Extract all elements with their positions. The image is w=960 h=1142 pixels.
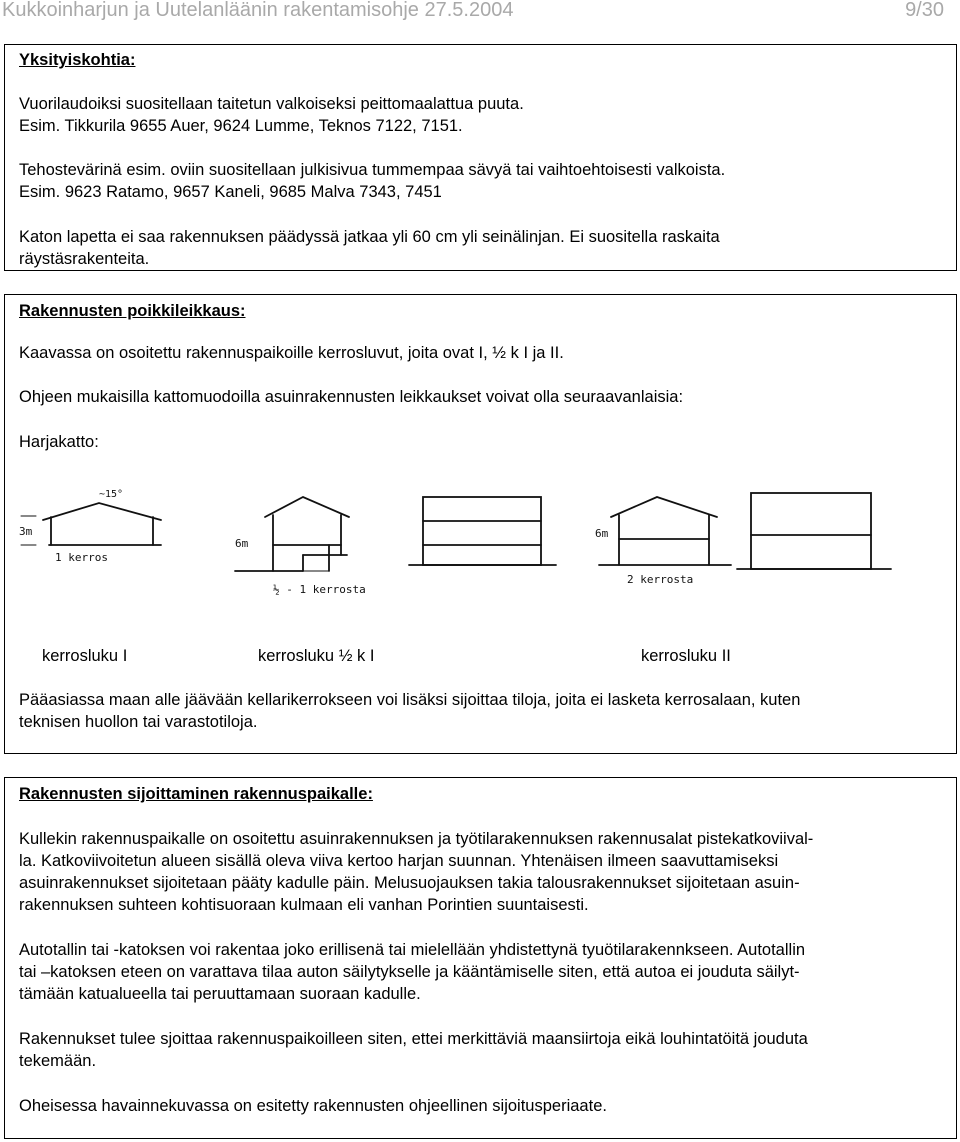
caption-floor-ratio-half: kerrosluku ½ k I <box>258 647 375 665</box>
placement-text-line: tekemään. <box>19 1052 97 1070</box>
details-text-line: Tehostevärinä esim. oviin suositellaan julkisivua tummempaa sävyä tai vaihtoehtoisesti valkoista. <box>19 161 726 179</box>
placement-text-line: tämään katualueella tai peruuttamaan suoraan kadulle. <box>19 985 421 1003</box>
section-text-line: Pääasiassa maan alle jäävään kellarikerrokseen voi lisäksi sijoittaa tiloja, joita ei lasketa kerrosalaan, kuten <box>19 691 801 709</box>
placement-text-line: Rakennukset tulee sjoittaa rakennuspaikoilleen siten, ettei merkittäviä maansiirtoja eikä louhintatöitä jouduta <box>19 1030 808 1048</box>
section-text-line: teknisen huollon tai varastotiloja. <box>19 713 258 731</box>
details-text-line: Katon lapetta ei saa rakennuksen päädyssä jatkaa yli 60 cm yli seinälinjan. Ei suositella raskaita <box>19 228 720 246</box>
sketch-one-floor <box>19 489 161 564</box>
details-heading: Yksityiskohtia: <box>19 51 136 69</box>
height-label: 3m <box>19 525 33 538</box>
placement-text-line: asuinrakennukset sijoitetaan pääty kadulle päin. Melusuojauksen takia talousrakennukset sijoitetaan asuin- <box>19 874 800 892</box>
sketch-two-floors <box>595 497 731 586</box>
floor-count-label: 1 kerros <box>55 551 108 564</box>
floor-count-label: 2 kerrosta <box>627 573 694 586</box>
details-box <box>4 44 957 271</box>
section-text: Kaavassa on osoitettu rakennuspaikoille kerrosluvut, joita ovat I, ½ k I ja II. <box>19 344 564 362</box>
building-section-sketches <box>11 475 951 625</box>
details-text-line: Vuorilaudoiksi suositellaan taitetun valkoiseksi peittomaalattua puuta. <box>19 95 524 113</box>
cross-section-heading: Rakennusten poikkileikkaus: <box>19 302 246 320</box>
section-text: Ohjeen mukaisilla kattomuodoilla asuinrakennusten leikkaukset voivat olla seuraavanlaisia: <box>19 388 684 406</box>
details-text-line: Esim. 9623 Ratamo, 9657 Kaneli, 9685 Malva 7343, 7451 <box>19 183 442 201</box>
placement-text-line: la. Katkoviivoitetun alueen sisällä oleva viiva kertoo harjan suunnan. Yhtenäisen ilmeen saavuttamiseksi <box>19 852 779 870</box>
document-title: Kukkoinharjun ja Uutelanläänin rakentamisohje 27.5.2004 <box>2 0 514 21</box>
page-number: 9/30 <box>905 0 944 21</box>
caption-floor-ratio-2: kerrosluku II <box>641 647 731 665</box>
placement-heading: Rakennusten sijoittaminen rakennuspaikalle: <box>19 785 373 803</box>
placement-text-line: Kullekin rakennuspaikalle on osoitettu asuinrakennuksen ja työtilarakennuksen rakennusalat pistekatkoviival- <box>19 830 814 848</box>
placement-text-line: rakennuksen suhteen kohtisuoraan kulmaan eli vanhan Porintien suuntaisesti. <box>19 896 589 914</box>
height-label: 6m <box>235 537 249 550</box>
sketch-two-floor-box <box>737 493 891 569</box>
placement-text-line: Autotallin tai -katoksen voi rakentaa joko erillisenä tai mielellään yhdistettynä tyuötilarakennkseen. Autotallin <box>19 941 806 959</box>
placement-text-line: tai –katoksen eteen on varattava tilaa auton säilytykselle ja kääntämiselle siten, että autoa ei jouduta säilyt- <box>19 963 800 981</box>
section-text: Harjakatto: <box>19 433 99 451</box>
placement-text-line: Oheisessa havainnekuvassa on esitetty rakennusten ohjeellinen sijoitusperiaate. <box>19 1097 607 1115</box>
caption-floor-ratio-1: kerrosluku I <box>42 647 128 665</box>
page-header <box>0 0 960 30</box>
height-label: 6m <box>595 527 609 540</box>
roof-angle-label: ~15° <box>99 489 124 500</box>
sketch-two-floor-gable <box>409 497 556 565</box>
details-text-line: Esim. Tikkurila 9655 Auer, 9624 Lumme, Teknos 7122, 7151. <box>19 117 463 135</box>
placement-box <box>4 777 957 1139</box>
sketch-half-floor <box>235 497 366 596</box>
floor-count-label: ½ - 1 kerrosta <box>273 583 366 596</box>
details-text-line: räystäsrakenteita. <box>19 250 150 268</box>
cross-section-box <box>4 294 957 754</box>
